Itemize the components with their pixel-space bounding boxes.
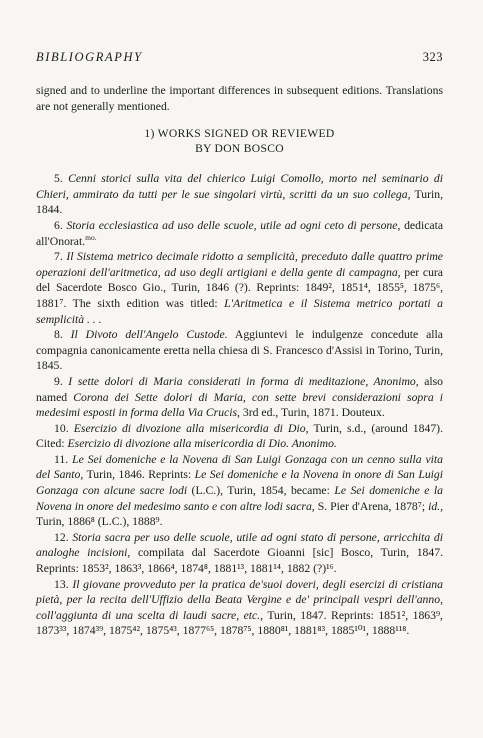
entry-details-2: 3rd ed., Turin, 1871. Douteux.: [242, 406, 385, 420]
entry-details: Turin, s.d., (around 1847). Cited:: [36, 421, 443, 451]
bibliography-entry-12: [36, 530, 443, 577]
bibliography-entry-7: [36, 249, 443, 327]
entry-ibid: id.,: [428, 499, 444, 513]
entry-details-2: (L.C.), Turin, 1854, became:: [191, 484, 330, 498]
entry-alt-title-2: Le Sei domeniche e la Novena in onore del medesimo santo e con altre lodi sacra,: [36, 484, 443, 513]
entry-title: Cenni storici sulla vita del chierico Luigi Comollo, morto nel seminario di Chieri, ammirato da tutti per le sue singolari virtù, scritti da un suo collega,: [36, 172, 443, 201]
section-heading-line-2: BY DON BOSCO: [195, 142, 284, 156]
entry-details: per cura del Sacerdote Bosco Gio., Turin, 1846 (?). Reprints: 1849², 1851⁴, 1855⁵, 1875⁶, 1881⁷. The sixth edition was titled:: [36, 265, 443, 310]
entry-alt-title: Corona dei Sette dolori di Maria, con sette brevi considerazioni sopra i medesimi esposti in forma della Via Crucis,: [36, 390, 444, 420]
page-header: [36, 50, 443, 65]
bibliography-entry-6: [36, 218, 443, 249]
page-body: [36, 83, 443, 639]
entry-details: Turin, 1847. Reprints: 1851², 1863⁹, 1873³³, 1874³⁹, 1875⁴², 1875⁴³, 1877⁶⁵, 1878⁷⁵, 1880⁸¹, 1881⁸³, 1885¹⁰¹, 1888¹¹⁸.: [36, 608, 443, 638]
entry-title: Esercizio di divozione alla misericordia di Dio,: [73, 421, 309, 435]
section-heading: [36, 126, 443, 156]
entry-details: dedicata all'Onorat.: [36, 218, 444, 248]
page-number: 323: [422, 50, 443, 64]
entry-number: 10.: [54, 421, 69, 435]
entry-title: Il giovane provveduto per la pratica de'suoi doveri, degli esercizi di cristiana pietà, per la recita dell'Uffizio della Beata Vergine e de' principali vespri dell'anno, coll'aggiunta di una scelta di laudi sacre, etc.,: [36, 577, 443, 622]
entry-number: 9.: [54, 374, 63, 388]
entry-title: Il Divoto dell'Angelo Custode.: [70, 328, 228, 342]
bibliography-entry-5: [36, 171, 443, 218]
entry-number: 7.: [54, 250, 63, 264]
entry-superscript: mo.: [85, 232, 97, 242]
entry-details: Turin, 1844.: [36, 187, 443, 217]
entry-title: Il Sistema metrico decimale ridotto a semplicità, preceduto dalle quattro prime operazioni dell'aritmetica, ad uso degli artigiani e della gente di campagna,: [36, 250, 443, 279]
entry-title: Le Sei domeniche e la Novena di San Luigi Gonzaga con un cenno sulla vita del Santo,: [36, 452, 444, 482]
entry-details: Aggiuntevi le indulgenze concedute alla compagnia canonicamente eretta nella chiesa di S. Francesco d'Assisi in Torino, Turin, 1845.: [36, 328, 443, 373]
entry-details: also named: [36, 374, 444, 404]
entry-number: 11.: [54, 452, 69, 466]
entry-title: I sette dolori di Maria considerati in forma di meditazione, Anonimo,: [68, 374, 419, 388]
entry-details-3: S. Pier d'Arena, 1878⁷;: [317, 499, 426, 513]
bibliography-entry-11: [36, 452, 443, 530]
entry-details: compilata dal Sacerdote Gioanni [sic] Bosco, Turin, 1847. Reprints: 1853², 1863³, 1866⁴, 1874⁸, 1881¹³, 1881¹⁴, 1882 (?)¹⁶.: [36, 546, 444, 576]
entry-number: 12.: [54, 530, 69, 544]
bibliography-entry-9: [36, 374, 443, 421]
entry-details: Turin, 1846. Reprints:: [86, 468, 192, 482]
entry-alt-title: Le Sei domeniche e la Novena in onore di San Luigi Gonzaga con alcune sacre lodi: [36, 468, 444, 498]
entry-number: 8.: [54, 328, 63, 342]
intro-paragraph: signed and to underline the important differences in subsequent editions. Translations are not generally mentioned.: [36, 84, 443, 113]
running-title: BIBLIOGRAPHY: [36, 50, 143, 64]
entry-number: 13.: [54, 577, 69, 591]
section-heading-line-1: 1) WORKS SIGNED OR REVIEWED: [144, 127, 335, 141]
entry-alt-title: L'Aritmetica e il Sistema metrico portati a semplicità . . .: [36, 296, 444, 326]
bibliography-entry-10: [36, 421, 443, 452]
entry-details-4: Turin, 1886⁸ (L.C.), 1888⁹.: [36, 515, 163, 529]
entry-alt-title: Esercizio di divozione alla misericordia di Dio. Anonimo.: [67, 437, 337, 451]
entry-number: 5.: [54, 172, 63, 186]
entry-number: 6.: [54, 218, 63, 232]
entry-title: Storia ecclesiastica ad uso delle scuole, utile ad ogni ceto di persone,: [66, 218, 401, 232]
bibliography-entry-8: [36, 327, 443, 374]
bibliography-entry-13: [36, 577, 443, 639]
entry-title: Storia sacra per uso delle scuole, utile ad ogni stato di persone, arricchita di analoghe incisioni,: [36, 530, 443, 560]
